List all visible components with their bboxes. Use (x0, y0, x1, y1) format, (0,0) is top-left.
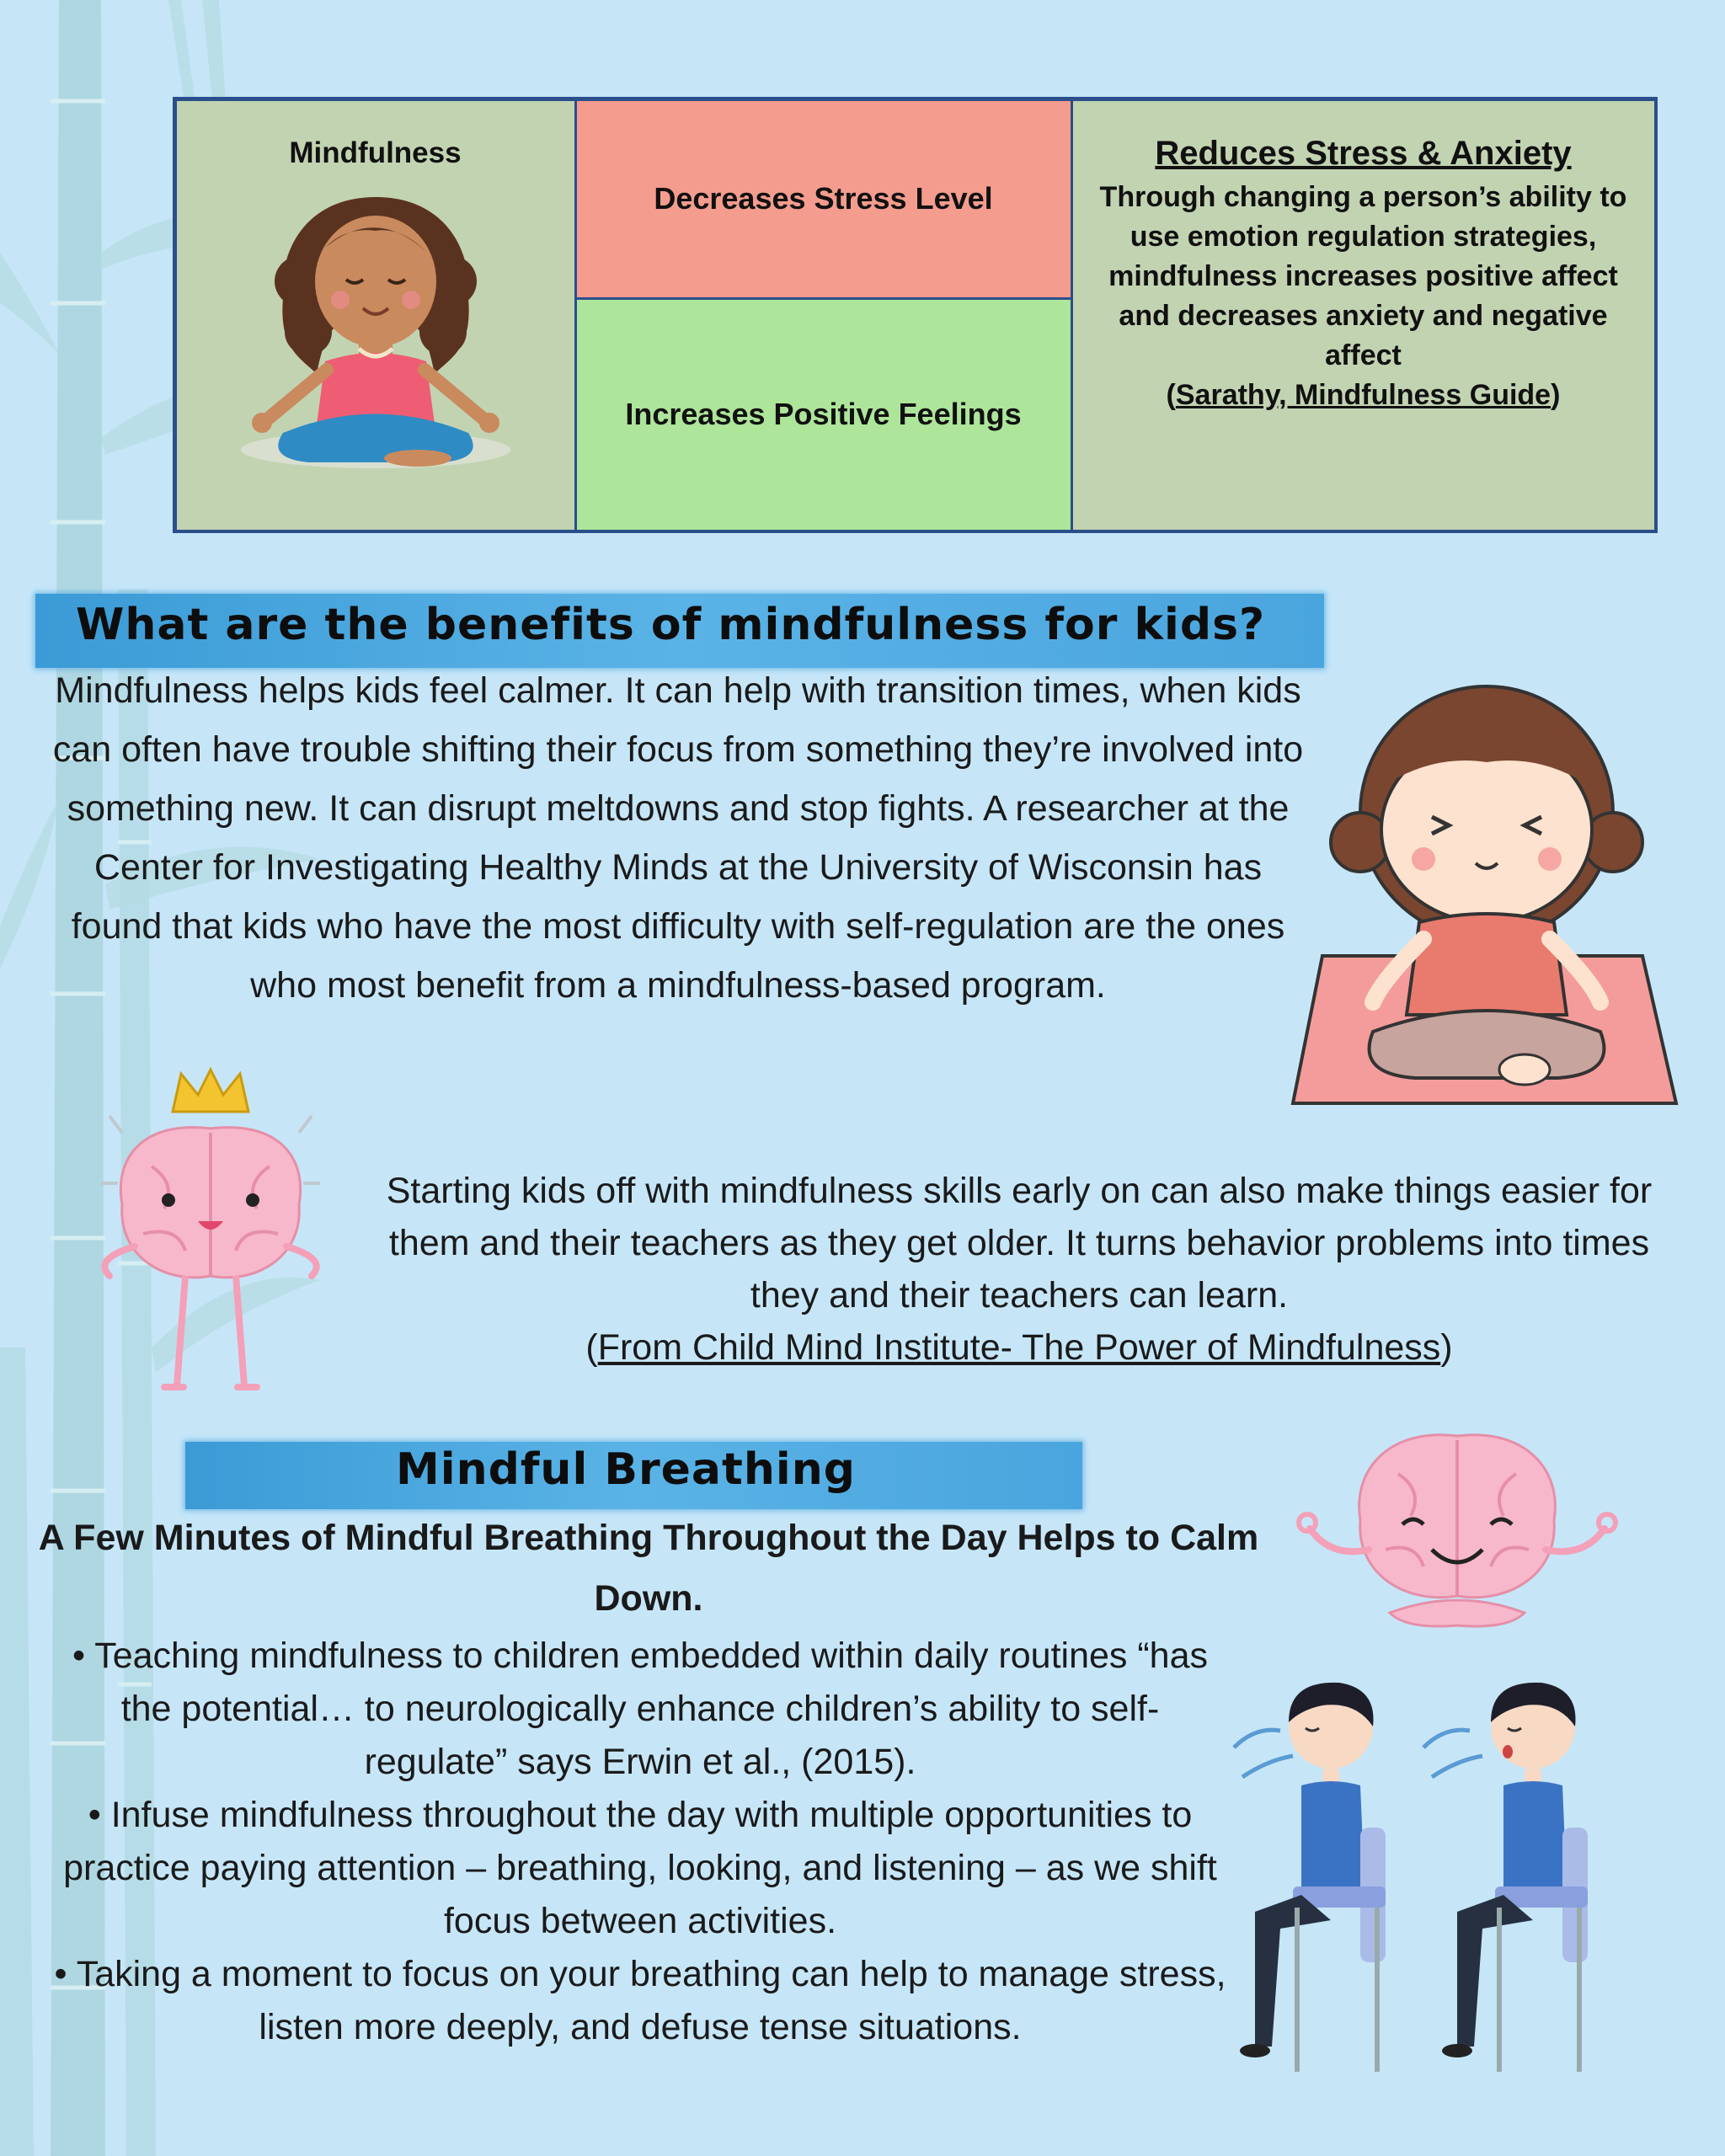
child-mind-citation: (From Child Mind Institute- The Power of Mindfulness) (585, 1327, 1453, 1368)
meditating-toddler-icon (1289, 670, 1685, 1107)
breathing-subheading: A Few Minutes of Mindful Breathing Throughout the Day Helps to Calm Down. (38, 1518, 1259, 1619)
breathing-bullet-2: • Infuse mindfulness throughout the day with multiple opportunities to practice paying attention – breathing, looking, and listening – as we shift focus between activities. (63, 1795, 1217, 1941)
zen-brain-icon (1289, 1423, 1626, 1651)
benefits-table (173, 97, 1658, 533)
breathing-bullet-3: • Taking a moment to focus on your breathing can help to manage stress, listen more deeply, and defuse tense situations. (54, 1954, 1226, 2047)
benefits-heading: What are the benefits of mindfulness for kids? (76, 600, 1266, 650)
reduces-stress-citation: (Sarathy, Mindfulness Guide) (1166, 378, 1561, 411)
breathing-bullet-1: • Teaching mindfulness to children embedded within daily routines “has the potential… to neurologically enhance children’s ability to self-regulate” says Erwin et al., (2015). (72, 1636, 1209, 1782)
benefits-paragraph-1: Mindfulness helps kids feel calmer. It can help with transition times, when kids can often have trouble shifting their focus from something they’re involved into something new. It can disrupt meltdowns and stop fights. A researcher at the Center for Investigating Healthy Minds at the University of Wisconsin has found that kids who have the most difficulty with self-regulation are the ones who most benefit from a mindfulness-based program. (52, 670, 1304, 1006)
mindfulness-label: Mindfulness (289, 136, 462, 169)
breathing-boys-icon (1221, 1676, 1617, 2072)
decreases-stress-label: Decreases Stress Level (654, 181, 993, 216)
reduces-stress-body: Through changing a person’s ability to use emotion regulation strategies, mindfulness increases positive affect and decreases anxiety and negative affect (1099, 180, 1627, 371)
benefits-paragraph-2-text: Starting kids off with mindfulness skills early on can also make things easier for them and their teachers as they get older. It turns behavior problems into times they and their teachers can learn. (386, 1171, 1653, 1315)
increases-positive-cell (574, 297, 1073, 532)
breathing-heading: Mindful Breathing (396, 1444, 856, 1495)
reduces-stress-cell (1071, 99, 1657, 532)
breathing-bullets (51, 1630, 1230, 2054)
increases-positive-label: Increases Positive Feelings (625, 397, 1022, 431)
reduces-stress-heading: Reduces Stress & Anxiety (1155, 134, 1572, 172)
sarathy-citation-link[interactable]: Sarathy, Mindfulness Guide (1175, 378, 1551, 411)
meditating-girl-icon (232, 180, 519, 483)
crowned-brain-icon (84, 1065, 337, 1394)
benefits-paragraph-2 (371, 1165, 1668, 1374)
decreases-stress-cell (574, 99, 1073, 300)
mindfulness-cell (174, 99, 577, 532)
child-mind-citation-link[interactable]: From Child Mind Institute- The Power of Mindfulness (597, 1327, 1441, 1368)
